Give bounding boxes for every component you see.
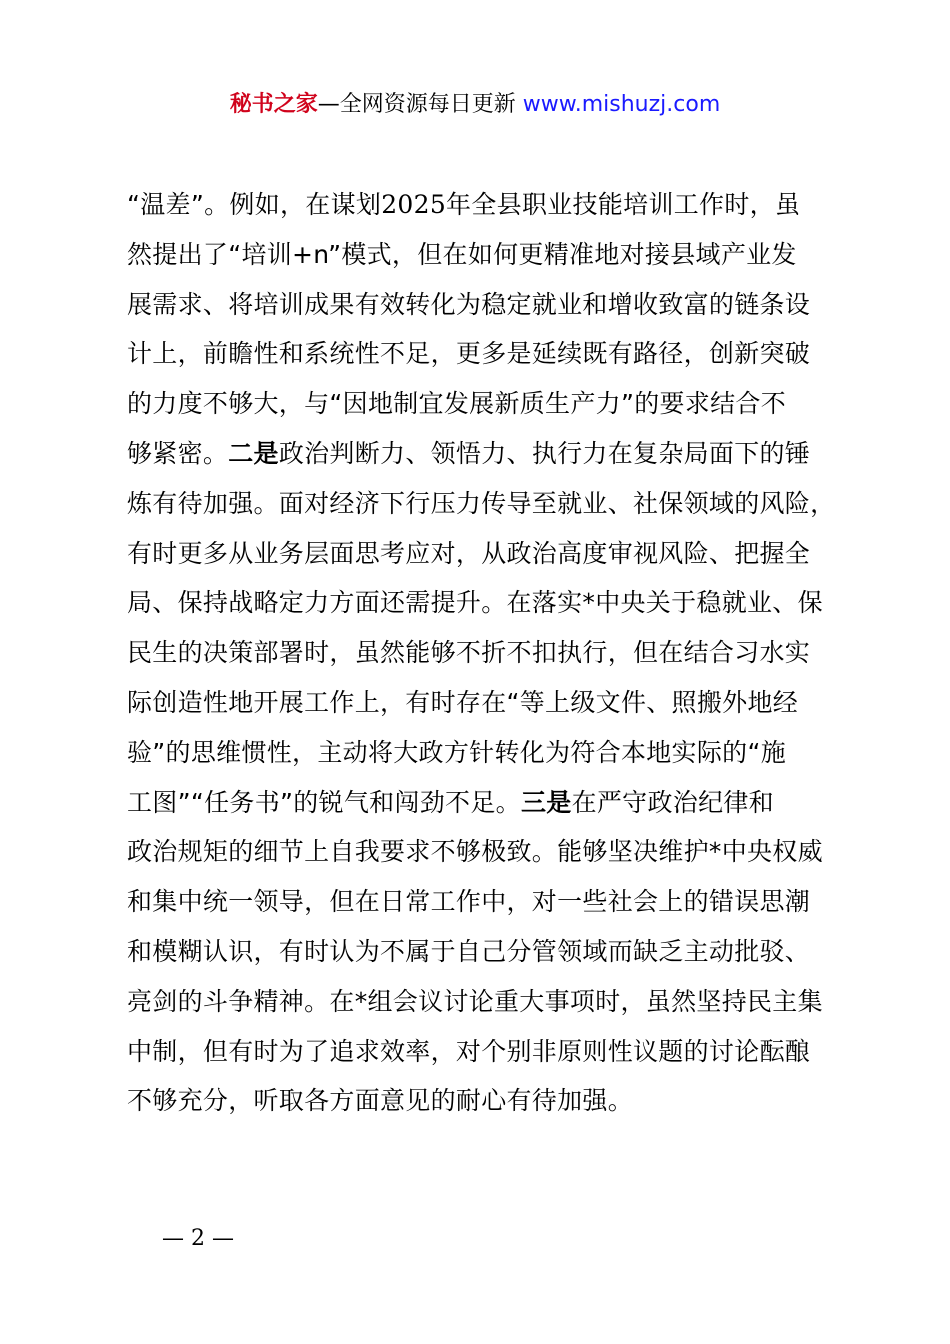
site-slogan: —全网资源每日更新 [317, 92, 523, 117]
text-line-13: 工图”“任务书”的锐气和闯劲不足。三是在严守政治纪律和 [127, 787, 774, 817]
text-line-6: 够紧密。二是政治判断力、领悟力、执行力在复杂局面下的锤 [127, 438, 811, 468]
text-line-5: 的力度不够大，与“因地制宜发展新质生产力”的要求结合不 [127, 389, 787, 419]
text-line-7: 炼有待加强。面对经济下行压力传导至就业、社保领域的风险， [127, 488, 836, 518]
page-number: — 2 — [162, 1226, 234, 1251]
point-three-label: 三是 [520, 787, 572, 817]
text-line-10: 民生的决策部署时，虽然能够不折不扣执行，但在结合习水实 [127, 638, 811, 668]
text-line-16: 和模糊认识，有时认为不属于自己分管领域而缺乏主动批驳、 [127, 936, 811, 966]
text-line-4: 计上，前瞻性和系统性不足，更多是延续既有路径，创新突破 [127, 339, 811, 369]
site-brand: 秘书之家 [229, 92, 318, 117]
text-line-12: 验”的思维惯性，主动将大政方针转化为符合本地实际的“施 [127, 737, 787, 767]
text-line-11: 际创造性地开展工作上，有时存在“等上级文件、照搬外地经 [127, 687, 799, 717]
text-line-3: 展需求、将培训成果有效转化为稳定就业和增收致富的链条设 [127, 289, 811, 319]
text-line-17: 亮剑的斗争精神。在*组会议讨论重大事项时，虽然坚持民主集 [127, 986, 823, 1016]
text-line-8: 有时更多从业务层面思考应对，从政治高度审视风险、把握全 [127, 538, 811, 568]
site-url-link[interactable]: www.mishuzj.com [522, 92, 721, 117]
text-line-9: 局、保持战略定力方面还需提升。在落实*中央关于稳就业、保 [127, 588, 823, 618]
text-line-19: 不够充分，听取各方面意见的耐心有待加强。 [127, 1086, 634, 1116]
text-line-15: 和集中统一领导，但在日常工作中，对一些社会上的错误思潮 [127, 887, 811, 917]
site-header [0, 88, 950, 122]
text-line-18: 中制，但有时为了追求效率，对个别非原则性议题的讨论酝酿 [127, 1036, 811, 1066]
text-line-14: 政治规矩的细节上自我要求不够极致。能够坚决维护*中央权威 [127, 837, 823, 867]
point-two-label: 二是 [228, 438, 279, 468]
text-line-2: 然提出了“培训+n”模式，但在如何更精准地对接县域产业发 [127, 239, 797, 269]
document-body [127, 180, 836, 1126]
text-line-1: “温差”。例如，在谋划2025年全县职业技能培训工作时，虽 [127, 190, 801, 219]
